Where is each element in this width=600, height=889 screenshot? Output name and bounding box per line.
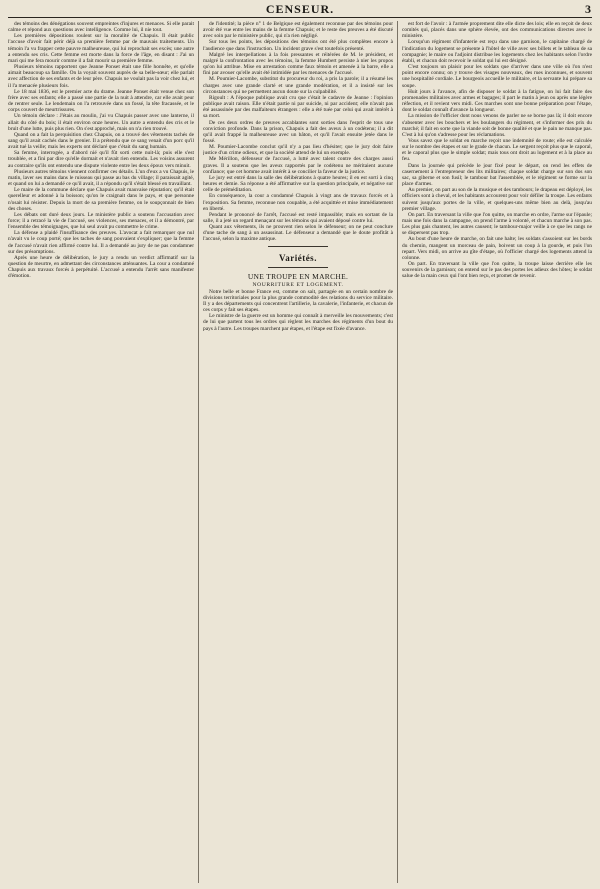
article-paragraph: Sa femme, interrogée, a d'abord nié qu'il fût sorti cette nuit-là; puis elle s'est troublée, et a fini par dire qu'elle dormait et n'avait rien entendu. Les voisins assurent au contraire qu'ils ont entendu une dispute violente entre les deux époux vers minuit. bbox=[8, 150, 194, 169]
article-paragraph: Un témoin déclare : J'étais au moulin, j'ai vu Chapuis passer avec une lanterne, il allait du côté du bois; il était environ onze heures. Un autre a entendu des cris et le bruit d'une lutte, puis plus rien. On s'est approché, mais on n'a rien trouvé. bbox=[8, 113, 194, 132]
article-paragraph: Quand on a fait la perquisition chez Chapuis, on a trouvé des vêtements tachés de sang qu'il avait cachés dans le grenier. Il a prétendu que ce sang venait d'un porc qu'il avait tué la veille; mais les experts ont déclaré que c'était du sang humain. bbox=[8, 131, 194, 151]
article-paragraph: Notre belle et bonne France est, comme on sait, partagée en un certain nombre de divisions territoriales pour la plus grande commodité des relations du service militaire. Il y a des départements qui concentrent l'artillerie, la cavalerie, l'infanterie, et chacun de ces corps y fait ses étapes. bbox=[203, 288, 393, 314]
article-paragraph: Les premières dépositions roulent sur la moralité de Chapuis. Il était public l'accuse d'avoir fait périr déjà sa première femme par de mauvais traitements. Un témoin l'a vu frapper cette pauvre malheureuse, qui lui reprochait ses excès; une autre a entendu ses cris. Cette femme est morte dans la force de l'âge, en disant : J'ai un mari qui me fera mourir comme il a fait mourir sa première femme. bbox=[8, 33, 194, 64]
article-headline: UNE TROUPE EN MARCHE. bbox=[247, 271, 349, 281]
newspaper-title: CENSEUR. bbox=[265, 2, 335, 16]
column-1 bbox=[8, 21, 194, 883]
article-paragraph: Le maire de la commune déclare que Chapuis avait mauvaise réputation; qu'il était querelleur et adonné à la boisson; qu'on le craignait dans le pays, et que personne n'osait lui résister. Depuis la mort de sa première femme, on le soupçonnait de bien des choses. bbox=[8, 187, 194, 212]
article-paragraph: De ces deux ordres de preuves accablantes sont sorties dans l'esprit de tous une conviction profonde. Dans la prison, Chapuis a fait des aveux à un codétenu; il a dit qu'il avait frappé la malheureuse avec un bâton, et qu'il l'avait ensuite jetée dans le fossé. bbox=[203, 119, 393, 144]
article-paragraph: Lorsqu'un régiment d'infanterie est reçu dans une garnison, le capitaine chargé de l'indication du logement se présente à l'hôtel de ville avec ses billets et le tableau de sa compagnie; le maire ou l'adjoint distribue les logements chez les habitants selon l'ordre établi, et chacun doit recevoir le soldat qui lui est désigné. bbox=[402, 39, 592, 64]
masthead bbox=[0, 0, 600, 18]
article-paragraph: Au premier, on part au son de la musique et des tambours; le drapeau est déployé, les officiers sont à cheval, et les habitants accourent pour voir défiler la troupe. Les enfants suivent jusqu'aux portes de la ville, et quelques-uns même bien au delà, jusqu'au premier village. bbox=[402, 187, 592, 212]
article-paragraph: Malgré les interpellations à la fois pressantes et réitérées de M. le président, et malgré la confrontation avec les témoins, la femme Humbert persiste à nier les propos qu'on lui attribue. Mise en arrestation comme faux témoin et amenée à la barre, elle a fini par avouer qu'elle avait été intimidée par les menaces de l'accusé. bbox=[203, 51, 393, 77]
article-paragraph: Le ministre de la guerre est un homme qui connaît à merveille les mouvements; c'est de lui que partent tous les ordres qui règlent les marches des régiments d'un bout du pays à l'autre. Les troupes marchent par étapes, et l'étape est fixée d'avance. bbox=[203, 313, 393, 332]
column-separator bbox=[397, 21, 398, 883]
article-paragraph: Rigoult : A l'époque publique avait cru que c'était le cadavre de Jeanne : l'opinion publique avait raison. Elle n'était partie ni par suicide, ni par accident; elle n'avait pas été assassinée par des malfaiteurs étrangers : elle a été tuée par celui qui avait intérêt à sa mort. bbox=[203, 94, 393, 120]
article-paragraph: est fort de l'avoir : à l'armée proprement dite elle dicte des lois; elle en reçoit de deux comités qui, placés dans une sphère élevée, ont des communications directes avec le ministère. bbox=[402, 21, 592, 40]
section-title: Variétés. bbox=[279, 252, 317, 263]
section-divider bbox=[268, 246, 328, 247]
article-paragraph: On part. En traversant la ville que l'on quitte, la troupe laisse derrière elle les souvenirs de la garnison; on entend sur le pas des portes les adieux des hôtes; le soldat salue de la main ceux qui l'ont bien reçu, et promet de revenir. bbox=[402, 261, 592, 280]
article-paragraph: M. Poumier-Lacombe conclut qu'il n'y a pas lieu d'hésiter; que le jury doit faire justice d'un crime odieux, et que la société attend de lui un exemple. bbox=[203, 144, 393, 157]
article-paragraph: Sur tous les points, les dépositions des témoins ont été plus complètes encore à l'audience que dans l'instruction. Un incident grave s'est toutefois présenté. bbox=[203, 39, 393, 52]
article-paragraph: En conséquence, la cour a condamné Chapuis à vingt ans de travaux forcés et à l'exposition. Sa femme, reconnue non coupable, a été acquittée et mise immédiatement en liberté. bbox=[203, 193, 393, 212]
article-paragraph: Le jury est entré dans la salle des délibérations à quatre heures; il en est sorti à cinq heures et demie. Sa réponse a été affirmative sur la question principale, et négative sur celle de préméditation. bbox=[203, 174, 393, 194]
article-paragraph: Au bout d'une heure de marche, on fait une halte; les soldats s'assoient sur les bords du chemin, mangent un morceau de pain, boivent un coup à la gourde, et puis l'on repart. Vers midi, on arrive au gîte d'étape, où l'officier chargé des logements attend la colonne. bbox=[402, 236, 592, 261]
article-paragraph: Huit jours à l'avance, afin de disposer le soldat à la fatigue, on lui fait faire des promenades militaires avec armes et bagages; il part le matin à jeun ou après une légère réfection, et il revient vers midi. Ces marches sont une bonne préparation pour l'étape, dont le soldat connaît d'avance la longueur. bbox=[402, 88, 592, 114]
header-rule bbox=[8, 17, 592, 18]
article-paragraph: M. Poumier-Lacombe, substitut du procureur du roi, a pris la parole; il a résumé les charges avec une grande clarté et une grande modération, et il a insisté sur les circonstances qui ne permettent aucun doute sur la culpabilité. bbox=[203, 76, 393, 95]
article-paragraph: Vous savez que le soldat en marche reçoit une indemnité de route; elle est calculée sur le nombre des étapes et sur le grade de chacun. Le sergent reçoit plus que le caporal, et le caporal plus que le simple soldat; mais tous ont droit au logement et à la place au feu. bbox=[402, 137, 592, 163]
section-divider bbox=[268, 267, 328, 268]
article-paragraph: de l'identité; la pièce n° 1 de Belgique est également reconnue par des témoins pour avoir été vue entre les mains de la femme Chapuis; et le reste des preuves a été discuté avec soin par le ministère public, qui n'a rien négligé. bbox=[203, 21, 393, 40]
column-separator bbox=[198, 21, 199, 883]
page-number: 3 bbox=[585, 2, 591, 16]
article-paragraph: La défense a plaidé l'insuffisance des preuves. L'avocat a fait remarquer que nul n'avait vu le coup porté; que les taches de sang pouvaient s'expliquer; que la femme de l'accusé n'avait rien affirmé contre lui. Il a demandé au jury de ne pas condamner sur des présomptions. bbox=[8, 230, 194, 255]
article-paragraph: des témoins des dénégations souvent empreintes d'injures et menaces. Si elle parait calme et répond aux questions avec intelligence. Comme lui, il nie tout. bbox=[8, 21, 194, 34]
column-3 bbox=[402, 21, 592, 883]
article-paragraph: Quant aux vêtements, ils ne prouvent rien selon le défenseur; on ne peut conclure d'une tache de sang à un assassinat. Le défenseur a demandé que le doute profitât à l'accusé, selon la maxime antique. bbox=[203, 224, 393, 243]
article-paragraph: On part. En traversant la ville que l'on quitte, on marche en ordre, l'arme sur l'épaule; mais une fois dans la campagne, on prend l'arme à volonté, et chacun marche à son pas. Les plus gais chantent, les autres causent; le tambour-major veille à ce que les rangs ne se dispersent pas trop. bbox=[402, 211, 592, 237]
article-paragraph: Après une heure de délibération, le jury a rendu un verdict affirmatif sur la question de meurtre, en admettant des circonstances atténuantes. La cour a condamné Chapuis aux travaux forcés à perpétuité. L'accusé a entendu l'arrêt sans manifester d'émotion. bbox=[8, 254, 194, 280]
column-2 bbox=[203, 21, 393, 883]
article-paragraph: Plusieurs témoins rapportent que Jeanne Ponset était une fille honnête, et qu'elle aimait beaucoup sa famille. On la voyait souvent auprès de sa belle-sœur; elle parlait avec affection de ses enfants et de leur père. Chapuis ne voulait pas la voir chez lui, et il l'a menacée plusieurs fois. bbox=[8, 64, 194, 89]
article-paragraph: La mission de l'officier dont nous venons de parler ne se borne pas là; il doit encore s'absenter avec les bouchers et les boulangers du régiment, et s'informer des prix du marché; il fait en sorte que la viande soit de bonne qualité et que le pain ne manque pas. C'est à lui qu'on s'adresse pour les réclamations. bbox=[402, 113, 592, 138]
article-paragraph: Les débats ont duré deux jours. Le ministère public a soutenu l'accusation avec force; il a retracé la vie de l'accusé, ses violences, ses menaces, et il a démontré, par l'ensemble des témoignages, que lui seul avait pu commettre le crime. bbox=[8, 211, 194, 231]
article-paragraph: C'est toujours un plaisir pour les soldats que d'arriver dans une ville où l'on n'est point encore connu; on y trouve des visages nouveaux, des rues inconnues, et souvent une hospitalité cordiale. Le bourgeois accueille le militaire, et la servante lui prépare sa soupe. bbox=[402, 64, 592, 89]
article-paragraph: Plusieurs autres témoins viennent confirmer ces détails. L'un d'eux a vu Chapuis, le matin, laver ses mains dans le ruisseau qui passe au bas du village; il paraissait agité, et quand on lui a demandé ce qu'il avait, il a répondu qu'il s'était blessé en travaillant. bbox=[8, 168, 194, 188]
article-subtitle: NOURRITURE ET LOGEMENT. bbox=[252, 281, 344, 288]
article-paragraph: Le 18 mai 1836, est le premier acte du drame. Jeanne Ponset était venue chez son frère avec ses enfants; elle a passé une partie de la nuit à attendre, car elle avait peur de rentrer seule. Le lendemain on l'a retrouvée dans un fossé, la tête fracassée, et le corps couvert de meurtrissures. bbox=[8, 88, 194, 114]
article-paragraph: Me Mérillon, défenseur de l'accusé, a lutté avec talent contre des charges aussi graves. Il a soutenu que les aveux rapportés par le codétenu ne méritaient aucune confiance; que cet homme avait intérêt à se concilier la faveur de la justice. bbox=[203, 156, 393, 175]
article-paragraph: Pendant le prononcé de l'arrêt, l'accusé est resté impassible; mais en sortant de la salle, il a jeté un regard menaçant sur les témoins qui avaient déposé contre lui. bbox=[203, 211, 393, 224]
article-paragraph: Dans la journée qui précède le jour fixé pour le départ, on rend les effets de casernement à l'entrepreneur des lits militaires; chaque soldat charge sur son dos son sac, sa giberne et son fusil; le tambour bat l'assemblée, et le régiment se forme sur la place d'armes. bbox=[402, 162, 592, 188]
